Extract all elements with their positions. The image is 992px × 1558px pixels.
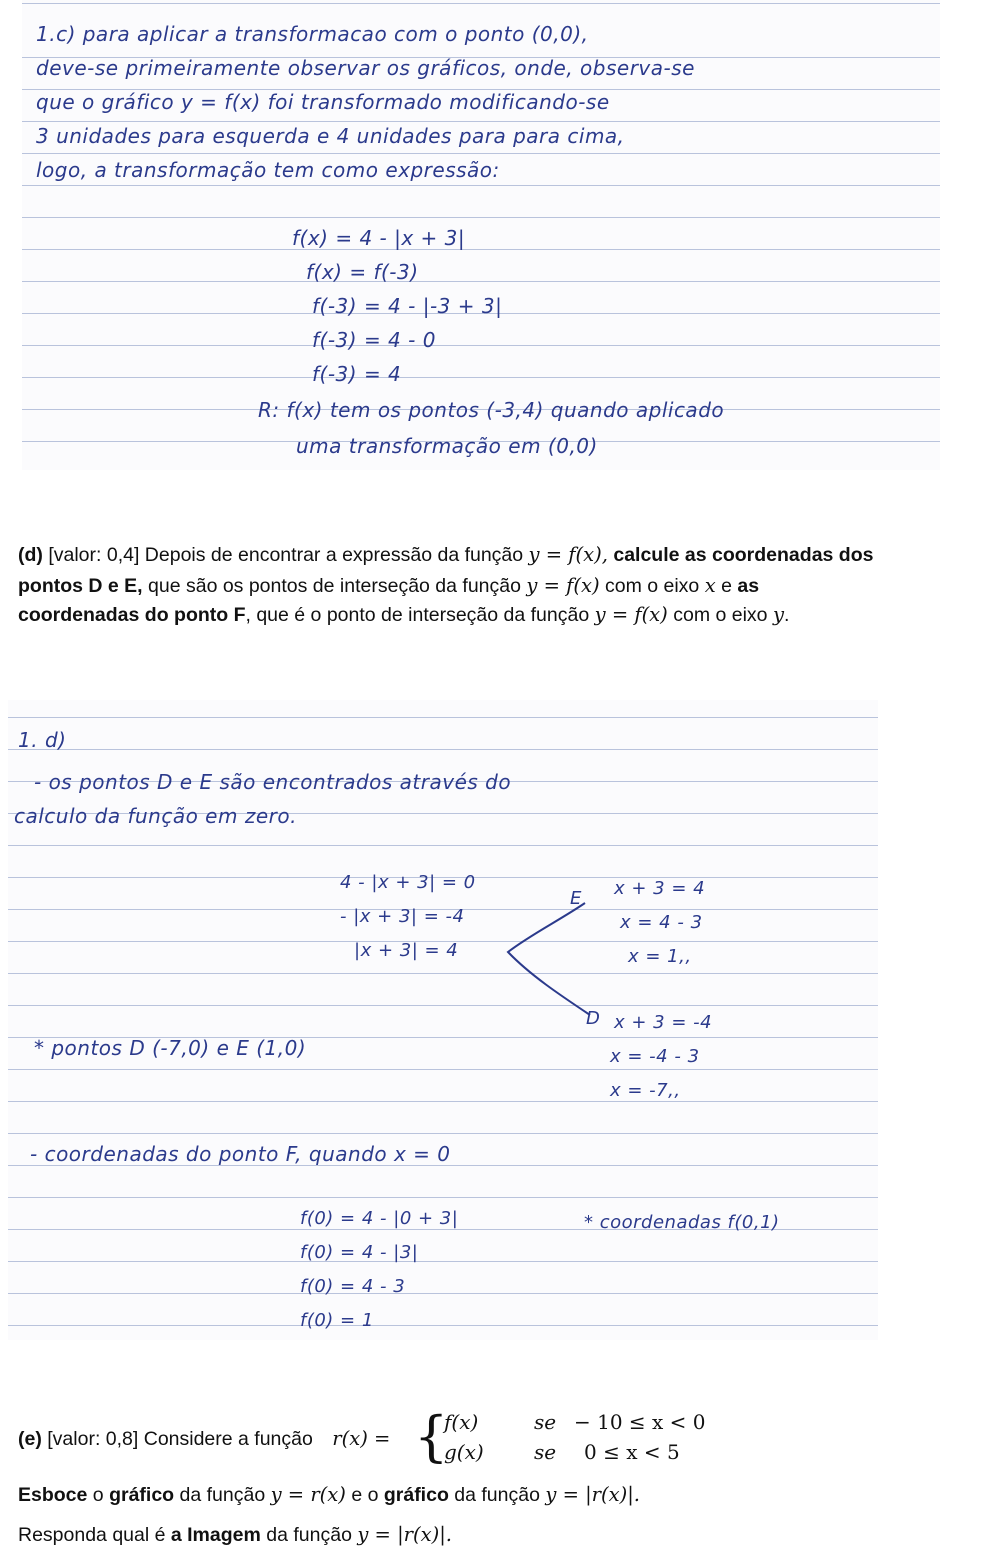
question-e-label: (e) [18,1428,42,1450]
question-d-bold: pontos D e E, [18,575,143,597]
question-d-text: e [721,575,732,597]
question-d-text: , que é o ponto de interseção da função [245,604,590,626]
c-line-3: que o gráfico y = f(x) foi transformado modificando-se [36,90,610,114]
piecewise-brace: { [414,1405,449,1468]
case2-func: g(x) [444,1440,484,1464]
d-f-work-1: f(0) = 4 - |0 + 3| [300,1208,459,1229]
c-work-4: f(-3) = 4 - 0 [312,328,436,352]
c-line-1: 1.c) para aplicar a transformacao com o ponto (0,0), [36,22,589,46]
question-e-bold: Esboce [18,1484,88,1506]
c-work-5: f(-3) = 4 [312,362,402,386]
d-branch-d-label: D [586,1008,601,1029]
question-d-formula: y = f(x) [526,574,600,597]
c-line-4: 3 unidades para esquerda e 4 unidades para para cima, [36,124,625,148]
c-work-3: f(-3) = 4 - |-3 + 3| [312,294,503,318]
question-e-rdef: r(x) = [332,1427,391,1450]
question-d-var: x [704,574,716,597]
question-e-bold: gráfico [383,1484,449,1506]
question-d-bold: calcule as coordenadas dos [613,544,874,566]
question-d-text: . [783,604,790,626]
c-answer-2: uma transformação em (0,0) [296,434,598,458]
c-work-2: f(x) = f(-3) [306,260,419,284]
question-d-formula: y = f(x) [594,603,668,626]
question-e-line-1 [18,1424,390,1454]
question-e-text: Considere a função [143,1428,313,1450]
question-d-text: Depois de encontrar a expressão da função [144,544,524,566]
question-e-bold: gráfico [109,1484,175,1506]
question-d-label: (d) [18,544,43,566]
case1-se: se [534,1410,557,1434]
d-intro-2: calculo da função em zero. [14,804,297,828]
d-work-left-2: - |x + 3| = -4 [340,906,465,927]
d-work-e-2: x = 4 - 3 [620,912,703,933]
case2-se: se [534,1440,557,1464]
question-e-formula: y = r(x) [270,1483,346,1506]
d-f-coord: * coordenadas f(0,1) [584,1212,780,1233]
case1-func: f(x) [444,1410,479,1434]
question-e-formula: y = |r(x)|. [357,1523,452,1546]
question-d-text: que são os pontos de interseção da função [148,575,521,597]
d-f-work-4: f(0) = 1 [300,1310,374,1331]
d-work-left-3: |x + 3| = 4 [354,940,459,961]
question-d-bold: as [737,575,760,597]
d-intro-1: - os pontos D e E são encontrados através do [34,770,512,794]
question-e-bold: a Imagem [170,1524,261,1546]
d-work-d-2: x = -4 - 3 [610,1046,700,1067]
question-e-text: Responda qual é [18,1524,166,1546]
question-e-text: da função [179,1484,266,1506]
c-answer-1: R: f(x) tem os pontos (-3,4) quando aplicado [258,398,725,422]
question-e-text: e o [351,1484,379,1506]
d-work-d-3: x = -7,, [610,1080,681,1101]
c-work-1: f(x) = 4 - |x + 3| [292,226,466,250]
question-e-value: [valor: 0,8] [47,1428,139,1450]
question-e-line-2 [18,1480,640,1510]
question-d-var: y [772,603,784,626]
d-work-d-1: x + 3 = -4 [614,1012,713,1033]
d-f-intro: - coordenadas do ponto F, quando x = 0 [30,1142,451,1166]
question-e-formula: y = |r(x)|. [545,1483,640,1506]
question-e-text: da função [266,1524,352,1546]
question-d-text: com o eixo [673,604,768,626]
d-branch-e-label: E [570,888,582,909]
d-points-note: * pontos D (-7,0) e E (1,0) [34,1036,307,1060]
d-title: 1. d) [18,728,67,752]
question-d-value: [valor: 0,4] [48,544,140,566]
question-d-formula: y = f(x), [528,543,608,566]
d-f-work-2: f(0) = 4 - |3| [300,1242,419,1263]
case2-condition: 0 ≤ x < 5 [584,1440,680,1464]
question-d-text: com o eixo [604,575,700,597]
c-line-5: logo, a transformação tem como expressão: [36,158,500,182]
question-e-text: da função [454,1484,540,1506]
case1-condition: − 10 ≤ x < 0 [574,1410,706,1434]
d-work-e-1: x + 3 = 4 [614,878,706,899]
question-e-line-3 [18,1520,452,1550]
d-work-left-1: 4 - |x + 3| = 0 [340,872,476,893]
question-d-bold: coordenadas do ponto F [18,604,246,626]
d-work-e-3: x = 1,, [628,946,692,967]
question-e-text: o [92,1484,104,1506]
d-f-work-3: f(0) = 4 - 3 [300,1276,406,1297]
c-line-2: deve-se primeiramente observar os gráficos, onde, observa-se [36,56,695,80]
